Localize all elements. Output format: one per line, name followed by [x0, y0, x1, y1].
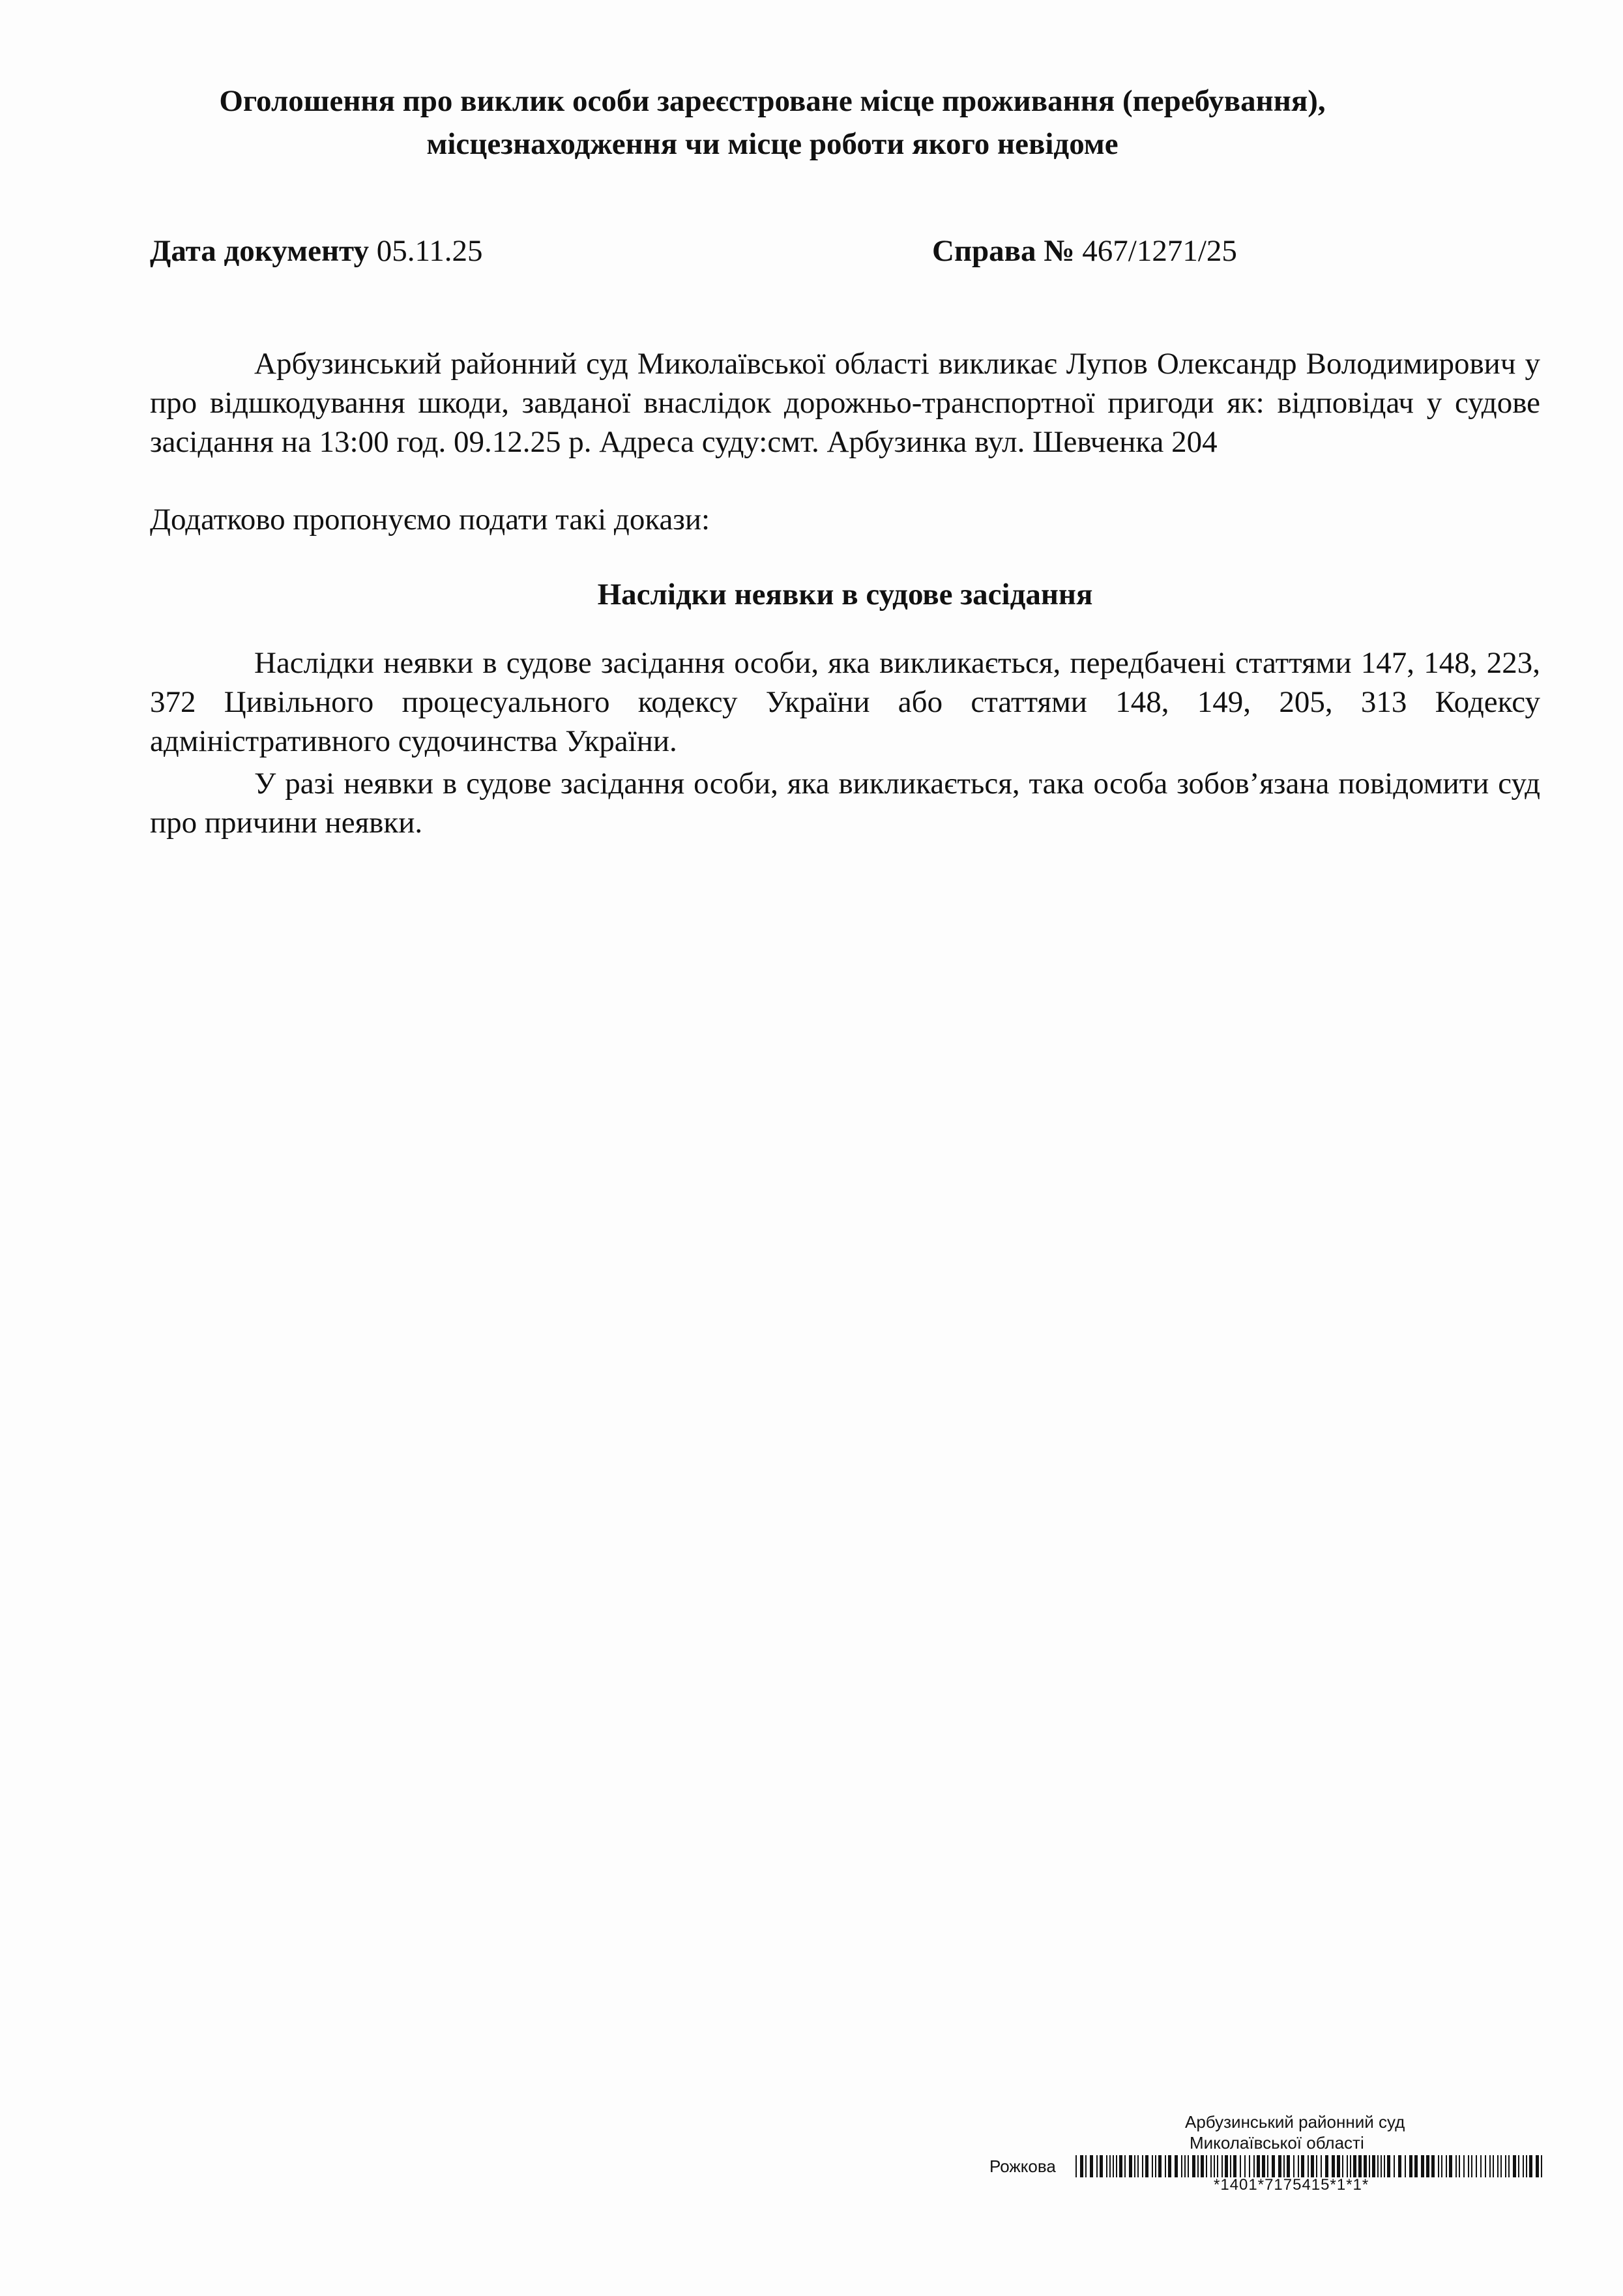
document-title — [150, 80, 1395, 166]
barcode-code: *1401*7175415*1*1* — [1214, 2176, 1369, 2194]
case-number — [932, 233, 1237, 269]
barcode-image — [1075, 2155, 1545, 2177]
case-label: Справа № — [932, 234, 1075, 268]
consequences-paragraph: Наслідки неявки в судове засідання особи, яка викликається, передбачені статтями 147, 148, 223, 372 Цивільного процесуального кодексу України або статтями 148, 149, 205, 313 Кодексу адміністративного судочинства України. — [150, 646, 1540, 758]
court-barcode-stamp — [913, 2112, 1564, 2269]
date-label: Дата документу — [150, 234, 370, 268]
notification-paragraph: У разі неявки в судове засідання особи, яка викликається, така особа зобов’язана повідомити суд про причини неявки. — [150, 767, 1540, 840]
summons-paragraph — [150, 344, 1540, 462]
stamp-court-name: Арбузинський районний суд — [1185, 2112, 1405, 2132]
stamp-clerk-name: Рожкова — [989, 2156, 1056, 2176]
summons-text: Арбузинський районний суд Миколаївської області викликає Лупов Олександр Володимирович у про відшкодування шкоди, завданої внаслідок дорожньо-транспортної пригоди як: відповідач у судове засідання на 13:00 год. 09.12.25 р. Адреса суду:смт. Арбузинка вул. Шевченка 204 — [150, 347, 1540, 459]
date-value: 05.11.25 — [376, 234, 483, 268]
title-line-2: місцезнаходження чи місце роботи якого невідоме — [426, 127, 1119, 161]
document-date — [150, 233, 483, 269]
case-value: 467/1271/25 — [1082, 234, 1237, 268]
stamp-court-region: Миколаївської області — [1190, 2133, 1364, 2153]
title-line-1: Оголошення про виклик особи зареєстроване місце проживання (перебування), — [219, 84, 1326, 118]
consequences-heading: Наслідки неявки в судове засідання — [597, 578, 1093, 611]
evidence-request: Додатково пропонуємо подати такі докази: — [150, 503, 710, 537]
